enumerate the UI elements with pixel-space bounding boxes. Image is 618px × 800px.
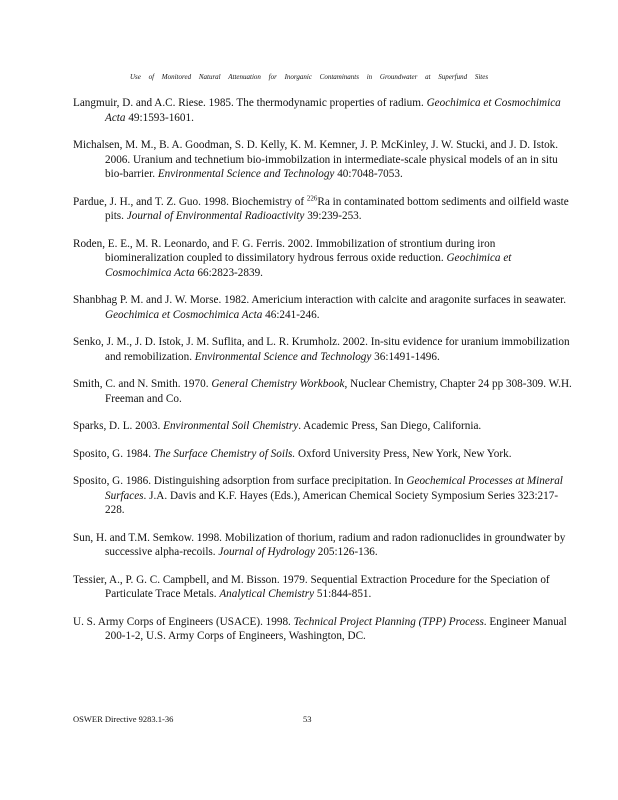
isotope-superscript: 226 — [306, 193, 318, 202]
reference-entry — [73, 377, 575, 406]
reference-authors: Pardue, J. H., and T. Z. Guo. 1998. — [73, 195, 229, 208]
reference-title: Biochemistry of — [228, 195, 307, 208]
reference-entry — [73, 615, 575, 644]
reference-source: Journal of Hydrology — [218, 546, 315, 558]
reference-title: Distinguishing adsorption from surface precipitation. In — [151, 475, 407, 487]
running-header: Use of Monitored Natural Attenuation for Inorganic Contaminants in Groundwater at Superfund Sites — [129, 73, 489, 81]
reference-authors: Roden, E. E., M. R. Leonardo, and F. G. Ferris. 2002. — [73, 237, 313, 250]
reference-entry — [73, 447, 575, 462]
reference-source: Environmental Soil Chemistry — [163, 420, 299, 432]
reference-source: Environmental Science and Technology — [157, 168, 335, 180]
reference-details: 39:239-253. — [304, 210, 362, 222]
reference-entry — [73, 293, 575, 322]
reference-details: 46:241-246. — [262, 308, 320, 321]
reference-authors: Senko, J. M., J. D. Istok, J. M. Suflita, and L. R. Krumholz. 2002. — [73, 336, 368, 348]
reference-entry — [73, 573, 575, 602]
reference-source: General Chemistry Workbook — [211, 378, 345, 390]
reference-entry — [73, 474, 575, 518]
reference-entry — [73, 138, 575, 182]
reference-title: Mobilization of thorium, radium and radon radionuclides in groundwater by successive alpha-recoils. — [105, 531, 566, 558]
reference-authors: Smith, C. and N. Smith. 1970. — [73, 378, 209, 390]
reference-source: Environmental Science and Technology — [194, 350, 372, 363]
reference-authors: Sun, H. and T.M. Semkow. 1998. — [73, 531, 222, 544]
reference-details: 51:844-851. — [314, 588, 372, 600]
reference-entry — [73, 419, 575, 434]
reference-title: Immobilization of strontium during iron biomineralization coupled to dissimilatory hydrous ferrous oxide reduction. — [105, 237, 496, 264]
reference-details: 49:1593-1601. — [125, 111, 194, 124]
reference-details: . Engineer Manual 200-1-2, U.S. Army Corps of Engineers, Washington, DC. — [105, 615, 567, 642]
reference-authors: Tessier, A., P. G. C. Campbell, and M. Bisson. 1979. — [73, 573, 308, 586]
reference-entry — [73, 335, 575, 364]
reference-details: 36:1491-1496. — [371, 350, 440, 363]
reference-details: 40:7048-7053. — [334, 168, 403, 180]
reference-authors: Sposito, G. 1984. — [73, 447, 152, 460]
reference-source: Geochemical Processes at Mineral Surfaces — [105, 475, 563, 502]
reference-title: The thermodynamic properties of radium. — [233, 97, 427, 109]
reference-title: Sequential Extraction Procedure for the Speciation of Particulate Trace Metals. — [105, 573, 550, 600]
reference-authors: Michalsen, M. M., B. A. Goodman, S. D. Kelly, K. M. Kemner, J. P. McKinley, J. W. Stucki, and J. D. Istok. 2006. — [73, 139, 559, 166]
reference-source: The Surface Chemistry of Soils. — [153, 447, 296, 460]
reference-source: Journal of Environmental Radioactivity — [126, 210, 305, 222]
reference-details: . J.A. Davis and K.F. Hayes (Eds.), American Chemical Society Symposium Series 323:217-228. — [105, 489, 559, 516]
reference-authors: Sparks, D. L. 2003. — [73, 420, 161, 432]
reference-authors: Langmuir, D. and A.C. Riese. 1985. — [73, 97, 234, 109]
reference-source: Geochimica et Cosmochimica Acta — [105, 97, 561, 124]
reference-details: 66:2823-2839. — [194, 266, 263, 279]
reference-entry — [73, 237, 575, 281]
reference-details: 205:126-136. — [314, 546, 378, 558]
reference-details: Oxford University Press, New York, New York. — [295, 447, 512, 460]
reference-details: . Academic Press, San Diego, California. — [298, 420, 482, 432]
reference-source: Geochimica et Cosmochimica Acta — [105, 308, 263, 321]
page-footer — [73, 714, 553, 724]
reference-authors: U. S. Army Corps of Engineers (USACE). 1998. — [73, 615, 291, 628]
reference-entry — [73, 96, 575, 125]
reference-source: Geochimica et Cosmochimica Acta — [105, 252, 512, 279]
reference-entry — [73, 531, 575, 560]
reference-title: Americium interaction with calcite and aragonite surfaces in seawater. — [249, 294, 567, 306]
reference-title-rest: Ra in contaminated bottom sediments and oilfield waste pits. — [105, 195, 569, 222]
reference-source: Analytical Chemistry — [219, 588, 315, 600]
reference-title: In-situ evidence for uranium immobilization and remobilization. — [105, 336, 570, 363]
reference-authors: Shanbhag P. M. and J. W. Morse. 1982. — [73, 294, 250, 306]
directive-number: OSWER Directive 9283.1-36 — [73, 714, 174, 724]
reference-authors: Sposito, G. 1986. — [73, 475, 152, 487]
reference-source: Technical Project Planning (TPP) Process — [293, 615, 484, 628]
reference-list — [73, 96, 575, 657]
page-number: 53 — [303, 714, 312, 724]
reference-title: Uranium and technetium bio-immobilzation in intermediate-scale physical models of an in situ bio-barrier. — [105, 153, 558, 180]
reference-entry — [73, 195, 575, 224]
reference-details: , Nuclear Chemistry, Chapter 24 pp 308-309. W.H. Freeman and Co. — [105, 378, 572, 405]
